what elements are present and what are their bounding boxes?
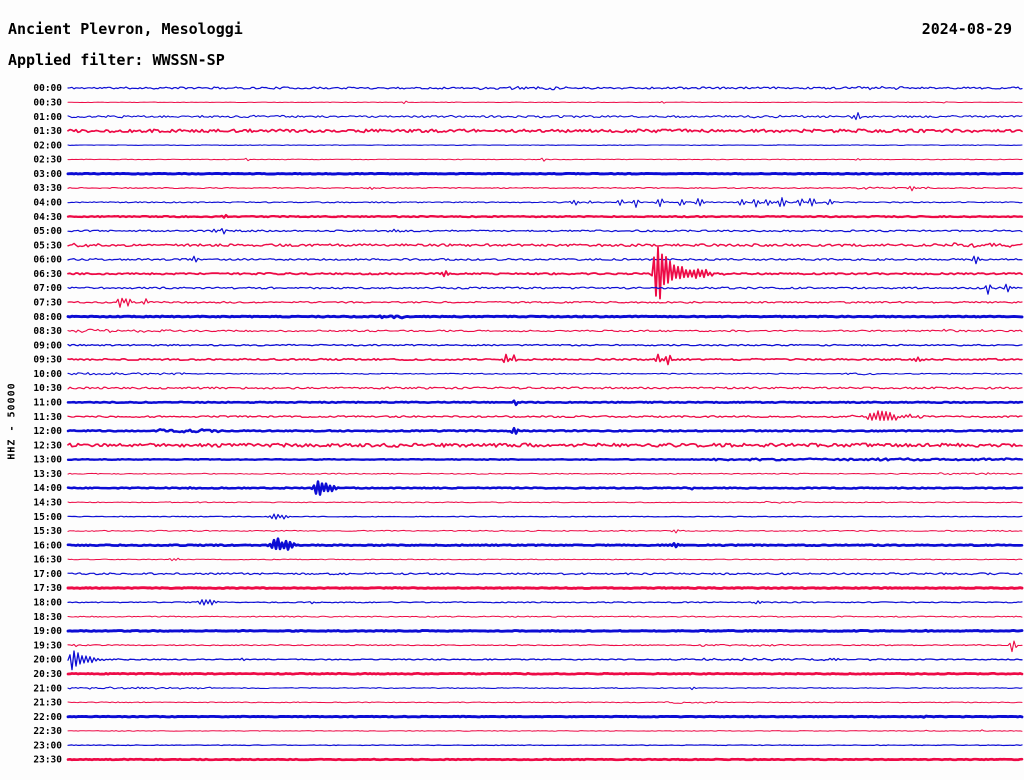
trace-row-21:30: [68, 701, 1022, 703]
trace-row-10:00: [68, 373, 1022, 375]
trace-row-11:00: [68, 401, 1022, 405]
trace-row-08:30: [68, 329, 1022, 332]
trace-row-21:00: [68, 687, 1022, 690]
trace-time-label: 12:30: [33, 440, 62, 452]
trace-time-label: 00:00: [33, 83, 62, 95]
trace-time-label: 08:00: [33, 311, 62, 323]
trace-row-03:30: [68, 186, 1022, 191]
trace-time-label: 01:00: [33, 111, 62, 123]
trace-row-08:00: [68, 316, 1022, 318]
trace-time-label: 23:00: [33, 740, 62, 752]
trace-time-label: 03:30: [33, 183, 62, 195]
trace-time-label: 19:30: [33, 640, 62, 652]
trace-row-18:30: [68, 616, 1022, 617]
trace-row-17:30: [68, 588, 1022, 589]
channel-scale-label: HHZ - 50000: [6, 382, 18, 460]
trace-row-20:30: [68, 673, 1022, 674]
date-label: 2024-08-29: [921, 20, 1012, 38]
trace-time-label: 05:00: [33, 226, 62, 238]
trace-row-15:00: [68, 514, 1022, 519]
trace-row-17:00: [68, 573, 1022, 575]
trace-time-label: 00:30: [33, 97, 62, 109]
trace-time-label: 17:00: [33, 569, 62, 580]
trace-row-23:00: [68, 745, 1022, 746]
trace-time-label: 13:00: [33, 454, 62, 466]
trace-time-label: 09:30: [33, 354, 62, 366]
trace-time-label: 14:00: [33, 483, 62, 495]
trace-row-19:00: [68, 630, 1022, 631]
trace-row-18:00: [68, 600, 1022, 605]
trace-row-02:30: [68, 158, 1022, 161]
trace-row-02:00: [68, 145, 1022, 146]
trace-time-label: 06:00: [33, 254, 62, 266]
trace-row-19:30: [68, 641, 1022, 652]
trace-row-05:30: [68, 243, 1022, 247]
trace-time-label: 15:00: [33, 511, 62, 523]
trace-time-label: 03:00: [33, 168, 62, 180]
trace-time-label: 02:30: [33, 154, 62, 166]
station-title: Ancient Plevron, Mesologgi: [8, 20, 243, 38]
trace-row-20:00: [68, 651, 1022, 670]
trace-time-label: 23:30: [33, 754, 62, 766]
trace-time-label: 11:30: [33, 411, 62, 423]
trace-row-13:30: [68, 473, 1022, 475]
trace-row-05:00: [68, 229, 1022, 234]
trace-time-label: 18:30: [33, 611, 62, 623]
trace-time-label: 17:30: [33, 583, 62, 595]
trace-row-07:30: [68, 298, 1022, 307]
trace-row-06:30: [68, 247, 1022, 298]
trace-time-label: 01:30: [33, 126, 62, 138]
trace-row-23:30: [68, 759, 1022, 760]
trace-row-14:00: [68, 482, 1022, 495]
trace-time-label: 10:30: [33, 383, 62, 395]
trace-time-label: 06:30: [33, 268, 62, 280]
trace-time-label: 09:00: [33, 340, 62, 352]
trace-time-label: 16:30: [33, 554, 62, 566]
trace-time-label: 19:00: [33, 626, 62, 638]
trace-time-label: 12:00: [33, 426, 62, 438]
trace-time-label: 05:30: [33, 240, 62, 252]
trace-row-10:30: [68, 387, 1022, 389]
trace-time-label: 14:30: [33, 497, 62, 509]
trace-row-12:30: [68, 444, 1022, 447]
trace-row-01:00: [68, 113, 1022, 120]
trace-row-09:30: [68, 354, 1022, 364]
trace-row-04:30: [68, 215, 1022, 218]
trace-row-16:30: [68, 558, 1022, 561]
trace-row-15:30: [68, 530, 1022, 533]
trace-row-14:30: [68, 501, 1022, 503]
trace-time-label: 07:00: [33, 283, 62, 295]
trace-time-label: 15:30: [33, 526, 62, 538]
trace-row-00:00: [68, 87, 1022, 90]
trace-time-label: 18:00: [33, 597, 62, 609]
trace-row-09:00: [68, 345, 1022, 346]
trace-row-07:00: [68, 284, 1022, 294]
trace-row-22:30: [68, 730, 1022, 731]
trace-row-12:00: [68, 428, 1022, 433]
trace-row-01:30: [68, 129, 1022, 132]
trace-time-label: 21:30: [33, 697, 62, 709]
trace-row-11:30: [68, 411, 1022, 420]
trace-time-label: 10:00: [33, 368, 62, 380]
trace-time-label: 16:00: [33, 540, 62, 552]
trace-row-13:00: [68, 458, 1022, 460]
trace-time-label: 08:30: [33, 326, 62, 338]
trace-time-label: 20:30: [33, 669, 62, 680]
trace-time-label: 13:30: [33, 468, 62, 480]
filter-label: Applied filter: WWSSN-SP: [8, 51, 225, 69]
trace-time-label: 04:30: [33, 211, 62, 223]
trace-row-06:00: [68, 256, 1022, 264]
trace-time-label: 22:00: [33, 711, 62, 723]
trace-row-16:00: [68, 539, 1022, 550]
trace-time-label: 11:00: [33, 397, 62, 409]
trace-time-label: 21:00: [33, 683, 62, 695]
trace-row-04:00: [68, 198, 1022, 208]
trace-row-00:30: [68, 101, 1022, 104]
trace-row-22:00: [68, 716, 1022, 717]
trace-time-label: 20:00: [33, 654, 62, 666]
trace-time-label: 22:30: [33, 726, 62, 738]
trace-time-label: 07:30: [33, 297, 62, 309]
trace-row-03:00: [68, 173, 1022, 174]
trace-time-label: 02:00: [33, 140, 62, 152]
trace-time-label: 04:00: [33, 197, 62, 209]
